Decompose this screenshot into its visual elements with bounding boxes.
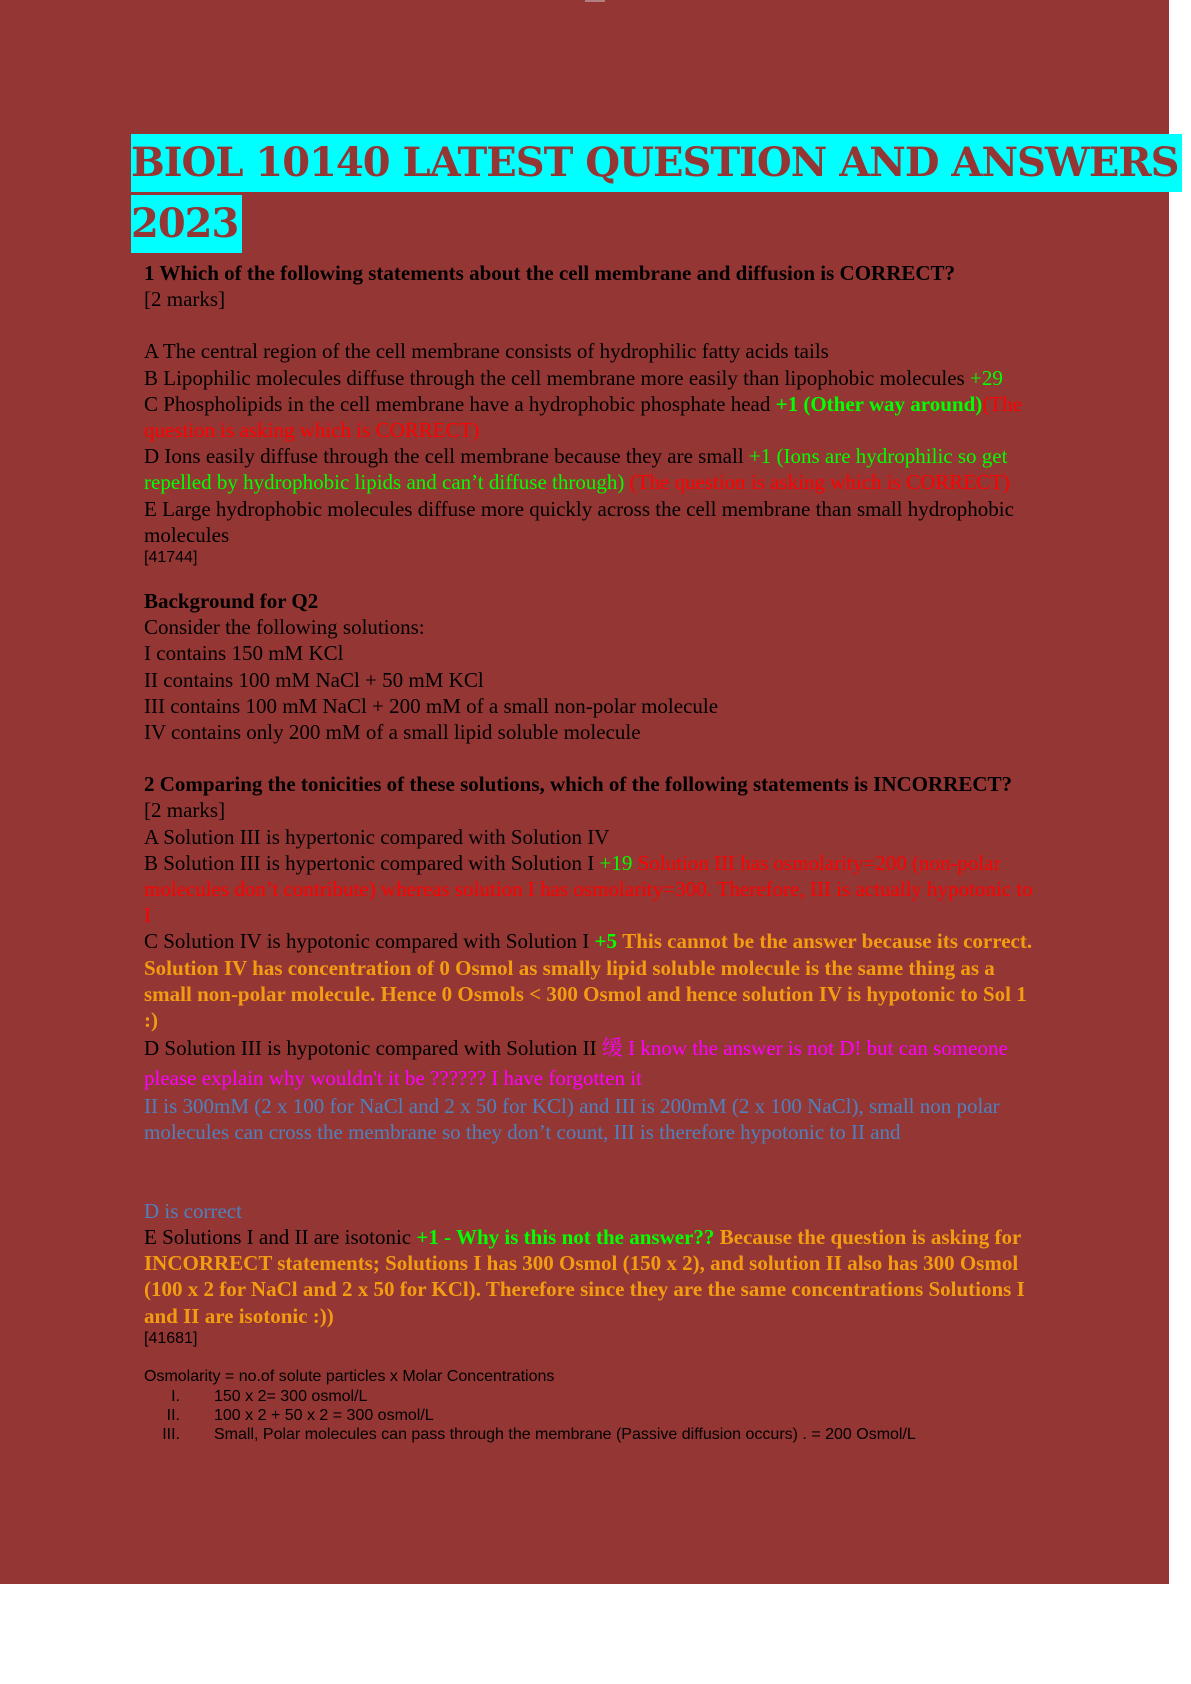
document-title-line-1: BIOL 10140 LATEST QUESTION AND ANSWERS [131, 134, 1182, 192]
q2-e-vote: +1 - Why is this not the answer?? [416, 1224, 715, 1249]
q2-question: 2 Comparing the tonicities of these solutions, which of the following statements is INCORRECT? [144, 772, 1012, 797]
q1-b-vote: +29 [969, 365, 1003, 390]
background-heading: Background for Q2 [144, 589, 319, 614]
q2-d-explanation: II is 300mM (2 x 100 for NaCl and 2 x 50 for KCl) and III is 200mM (2 x 100 NaCl), small non polar molecules can cross the membrane so they don’t count, III is therefore hypotonic to II and [144, 1094, 1000, 1145]
q2-b-vote: +19 [599, 850, 633, 875]
q1-option-b: B Lipophilic molecules diffuse through the cell membrane more easily than lipophobic molecules +29 [144, 365, 1003, 390]
document-title-line-2: 2023 [131, 195, 242, 253]
background-item: IV contains only 200 mM of a small lipid soluble molecule [144, 720, 641, 745]
q2-option-b: B Solution III is hypertonic compared with Solution I +19 Solution III has osmolarity=200 (non-polar molecules don’t contribute) whereas solution I has osmolarity=300. Therefore, III is actually hypotonic to I [144, 850, 1033, 928]
osmolarity-item: III. Small, Polar molecules can pass through the membrane (Passive diffusion occurs) . = 200 Osmol/L [162, 1425, 916, 1443]
q1-c-note: (The question is asking which is CORRECT) [144, 391, 1022, 443]
q2-option-a: A Solution III is hypertonic compared with Solution IV [144, 824, 610, 849]
q1-question: 1 Which of the following statements about the cell membrane and diffusion is CORRECT? [144, 261, 956, 285]
q1-d-note: (The question is asking which is CORRECT) [629, 470, 1010, 495]
q2-marks: [2 marks] [144, 798, 226, 823]
osmolarity-item: I. 150 x 2= 300 osmol/L [171, 1387, 368, 1405]
q2-ref: [41681] [144, 1329, 198, 1347]
q1-option-e: E Large hydrophobic molecules diffuse more quickly across the cell membrane than small hydrophobic molecules [144, 496, 1014, 547]
document-content [144, 260, 1044, 1444]
q2-option-c: C Solution IV is hypotonic compared with Solution I +5 This cannot be the answer because its correct. Solution IV has concentration of 0 Osmol as smally lipid soluble molecule is the same thing as a small non-polar molecule. Hence 0 Osmols < 300 Osmol and hence solution IV is hypotonic to Sol 1 :) [144, 929, 1033, 1033]
q1-d-vote: +1 (Ions are hydrophilic so get repelled by hydrophobic lipids and can’t diffuse through) [144, 444, 1008, 495]
background-item: III contains 100 mM NaCl + 200 mM of a small non-polar molecule [144, 693, 719, 718]
q2-b-note: Solution III has osmolarity=200 (non-polar molecules don’t contribute) whereas solution I has osmolarity=300. Therefore, III is actually hypotonic to I [144, 850, 1033, 928]
q2-c-note: This cannot be the answer because its correct. Solution IV has concentration of 0 Osmol as smally lipid soluble molecule is the same thing as a small non-polar molecule. Hence 0 Osmols < 300 Osmol and hence solution IV is hypotonic to Sol 1 :) [144, 929, 1033, 1033]
q1-option-d: D Ions easily diffuse through the cell membrane because they are small +1 (Ions are hydrophilic so get repelled by hydrophobic lipids and can’t diffuse through) (The question is asking which is CORRECT) [144, 444, 1010, 495]
q1-marks: [2 marks] [144, 287, 226, 312]
q1-ref: [41744] [144, 549, 198, 567]
q2-e-note: Because the question is asking for INCORRECT statements; Solutions I has 300 Osmol (150 x 2), and solution II also has 300 Osmol (100 x 2 for NaCl and 2 x 50 for KCl). Therefore since they are the same concentrations Solutions I and II are isotonic :)) [144, 1224, 1025, 1328]
q2-d-correct: D is correct [144, 1198, 242, 1223]
q2-option-e: E Solutions I and II are isotonic +1 - Why is this not the answer?? Because the question is asking for INCORRECT statements; Solutions I has 300 Osmol (150 x 2), and solution II also has 300 Osmol (100 x 2 for NaCl and 2 x 50 for KCl). Therefore since they are the same concentrations Solutions I and II are isotonic :)) [144, 1224, 1025, 1328]
background-intro: Consider the following solutions: [144, 615, 425, 640]
q2-option-d: D Solution III is hypotonic compared with Solution II 缓 I know the answer is not D! but can someone please explain why wouldn't it be ?????? I have forgotten it [144, 1036, 1008, 1091]
background-item: II contains 100 mM NaCl + 50 mM KCl [144, 667, 484, 692]
osmolarity-formula: Osmolarity = no.of solute particles x Molar Concentrations [144, 1367, 555, 1385]
q2-d-note: 缓 I know the answer is not D! but can someone please explain why wouldn't it be ?????? I have forgotten it [144, 1036, 1008, 1091]
q1-option-c: C Phospholipids in the cell membrane have a hydrophobic phosphate head +1 (Other way around)(The question is asking which is CORRECT) [144, 391, 1022, 443]
osmolarity-item: II. 100 x 2 + 50 x 2 = 300 osmol/L [166, 1406, 434, 1424]
q1-option-a: A The central region of the cell membrane consists of hydrophilic fatty acids tails [144, 339, 829, 364]
q2-c-vote: +5 [594, 929, 617, 954]
page-top-mark [585, 0, 605, 2]
background-item: I contains 150 mM KCl [144, 641, 344, 666]
q1-c-vote: +1 (Other way around) [775, 391, 983, 416]
